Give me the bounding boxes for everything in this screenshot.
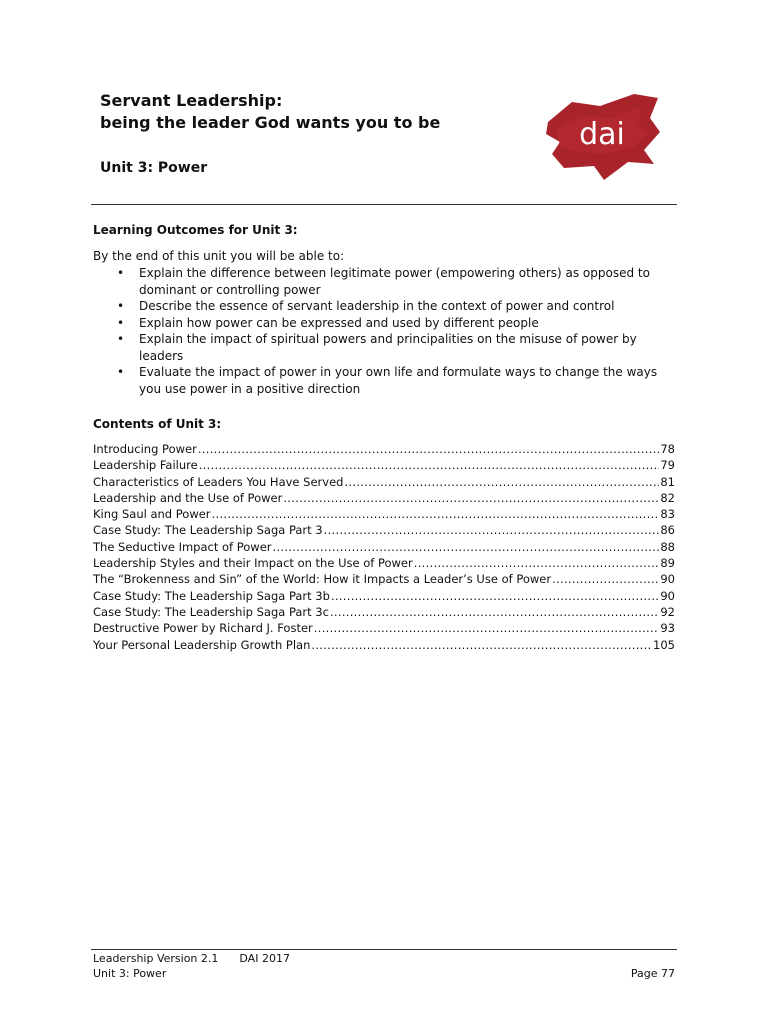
toc-dot-leader xyxy=(199,458,660,472)
footer-page-number: Page 77 xyxy=(630,967,675,980)
toc-dot-leader xyxy=(198,442,660,456)
table-of-contents xyxy=(93,442,675,654)
toc-entry[interactable] xyxy=(93,491,675,507)
toc-entry-page: 79 xyxy=(660,458,675,473)
toc-entry-page: 92 xyxy=(660,604,675,619)
toc-entry[interactable] xyxy=(93,605,675,621)
toc-entry-title: Introducing Power xyxy=(93,442,197,456)
list-item: • Explain the impact of spiritual powers and principalities on the misuse of power by leaders xyxy=(93,331,673,364)
document-title xyxy=(100,90,440,134)
toc-dot-leader xyxy=(314,621,660,635)
toc-entry-title: King Saul and Power xyxy=(93,507,211,522)
toc-dot-leader xyxy=(331,589,659,603)
toc-entry-page: 90 xyxy=(660,572,675,587)
toc-entry-page: 86 xyxy=(660,523,675,538)
toc-dot-leader xyxy=(273,540,660,554)
toc-dot-leader xyxy=(414,556,660,570)
list-item: • Describe the essence of servant leadership in the context of power and control xyxy=(93,298,673,315)
toc-entry-page: 83 xyxy=(660,507,675,522)
logo-text: dai xyxy=(579,117,625,152)
toc-entry-page: 90 xyxy=(660,588,675,603)
toc-entry[interactable] xyxy=(93,475,675,491)
list-item: • Explain how power can be expressed and used by different people xyxy=(93,315,673,332)
toc-entry-title: Destructive Power by Richard J. Foster xyxy=(93,621,313,636)
dai-logo xyxy=(542,88,662,182)
footer-divider xyxy=(91,949,677,950)
toc-dot-leader xyxy=(330,605,659,619)
unit-title: Unit 3: Power xyxy=(100,160,208,176)
toc-dot-leader xyxy=(283,491,659,505)
toc-entry[interactable] xyxy=(93,572,675,588)
toc-entry-page: 82 xyxy=(660,490,675,505)
title-line-2: being the leader God wants you to be xyxy=(100,113,441,132)
header-divider xyxy=(91,204,677,205)
toc-entry[interactable] xyxy=(93,442,675,458)
toc-entry-title: Case Study: The Leadership Saga Part 3c xyxy=(93,604,329,619)
toc-entry[interactable] xyxy=(93,638,675,654)
toc-entry-title: Case Study: The Leadership Saga Part 3b xyxy=(93,588,330,603)
toc-entry-page: 88 xyxy=(660,539,675,554)
toc-entry-page: 89 xyxy=(660,556,675,571)
toc-entry-title: The “Brokenness and Sin” of the World: How it Impacts a Leader’s Use of Power xyxy=(93,572,552,587)
contents-heading: Contents of Unit 3: xyxy=(93,417,222,431)
toc-entry-title: Leadership Failure xyxy=(93,458,198,473)
toc-dot-leader xyxy=(344,475,659,489)
title-line-1: Servant Leadership: xyxy=(100,91,283,110)
footer-version: Leadership Version 2.1 xyxy=(93,952,219,965)
toc-entry[interactable] xyxy=(93,621,675,637)
toc-entry-title: Case Study: The Leadership Saga Part 3 xyxy=(93,523,323,538)
toc-entry-title: Characteristics of Leaders You Have Served xyxy=(93,474,344,489)
learning-outcomes-heading: Learning Outcomes for Unit 3: xyxy=(93,223,298,237)
toc-entry-page: 78 xyxy=(660,442,675,456)
toc-entry-page: 105 xyxy=(653,637,675,652)
footer-org-year: DAI 2017 xyxy=(239,952,290,965)
toc-entry-title: The Seductive Impact of Power xyxy=(93,539,272,554)
toc-dot-leader xyxy=(324,523,660,537)
list-item: • Explain the difference between legitimate power (empowering others) as opposed to dominant or controlling power xyxy=(93,265,673,298)
toc-entry[interactable] xyxy=(93,523,675,539)
toc-entry[interactable] xyxy=(93,458,675,474)
toc-entry[interactable] xyxy=(93,556,675,572)
toc-entry-title: Your Personal Leadership Growth Plan xyxy=(93,637,311,652)
toc-entry-page: 93 xyxy=(660,621,675,636)
learning-outcomes-list xyxy=(93,265,673,397)
toc-dot-leader xyxy=(212,507,660,521)
list-item: • Evaluate the impact of power in your own life and formulate ways to change the ways you use power in a positive direction xyxy=(93,364,673,397)
toc-entry-page: 81 xyxy=(660,474,675,489)
toc-dot-leader xyxy=(311,638,652,652)
toc-entry-title: Leadership Styles and their Impact on the Use of Power xyxy=(93,556,413,571)
footer-unit: Unit 3: Power xyxy=(93,967,167,980)
toc-entry-title: Leadership and the Use of Power xyxy=(93,490,283,505)
toc-entry[interactable] xyxy=(93,589,675,605)
toc-entry[interactable] xyxy=(93,507,675,523)
learning-outcomes-intro: By the end of this unit you will be able to: xyxy=(93,249,345,263)
toc-dot-leader xyxy=(552,572,659,586)
toc-entry[interactable] xyxy=(93,540,675,556)
footer-version-line xyxy=(93,952,290,965)
